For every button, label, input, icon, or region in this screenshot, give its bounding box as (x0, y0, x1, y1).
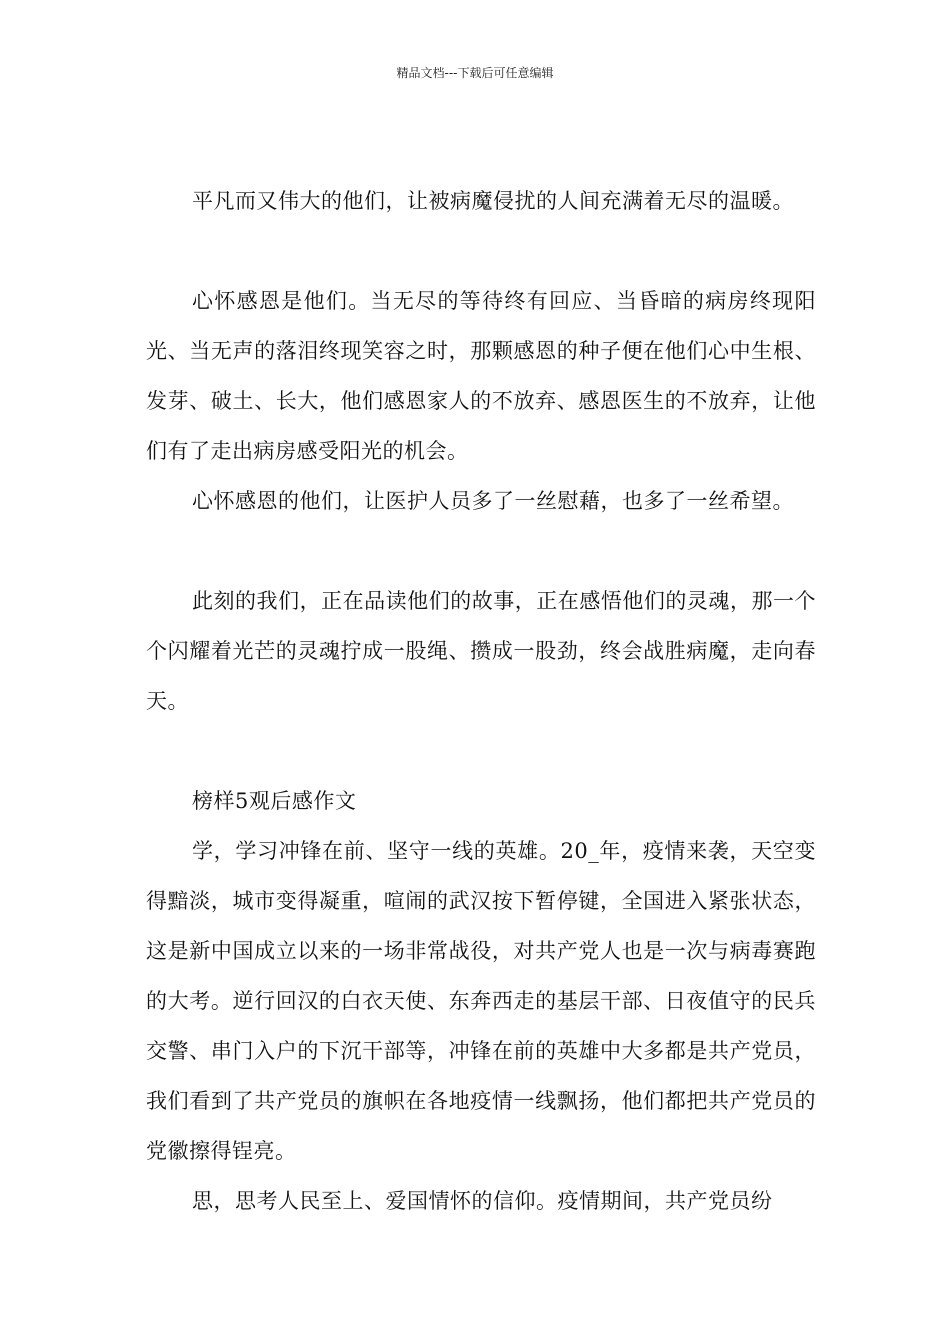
paragraph-3: 心怀感恩的他们，让医护人员多了一丝慰藉，也多了一丝希望。 (192, 489, 794, 513)
paragraph-4: 此刻的我们，正在品读他们的故事，正在感悟他们的灵魂，那一个个闪耀着光芒的灵魂拧成一股绳、攒成一股劲，终会战胜病魔，走向春天。 (146, 589, 816, 713)
paragraph-6: 思，思考人民至上、爱国情怀的信仰。疫情期间，共产党员纷 (192, 1189, 773, 1213)
paragraph-2: 心怀感恩是他们。当无尽的等待终有回应、当昏暗的病房终现阳光、当无声的落泪终现笑容之时，那颗感恩的种子便在他们心中生根、发芽、破土、长大，他们感恩家人的不放弃、感恩医生的不放弃，让他们有了走出病房感受阳光的机会。 (146, 289, 816, 463)
paragraph-5: 学，学习冲锋在前、坚守一线的英雄。20_年，疫情来袭，天空变得黯淡，城市变得凝重，喧闹的武汉按下暂停键，全国进入紧张状态，这是新中国成立以来的一场非常战役，对共产党人也是一次与病毒赛跑的大考。逆行回汉的白衣天使、东奔西走的基层干部、日夜值守的民兵交警、串门入户的下沉干部等，冲锋在前的英雄中大多都是共产党员，我们看到了共产党员的旗帜在各地疫情一线飘扬，他们都把共产党员的党徽擦得锃亮。 (146, 839, 816, 1163)
page-header: 精品文档---下载后可任意编辑 (396, 66, 554, 80)
paragraph-1: 平凡而又伟大的他们，让被病魔侵扰的人间充满着无尽的温暖。 (192, 189, 794, 213)
section-heading: 榜样5观后感作文 (192, 789, 357, 813)
